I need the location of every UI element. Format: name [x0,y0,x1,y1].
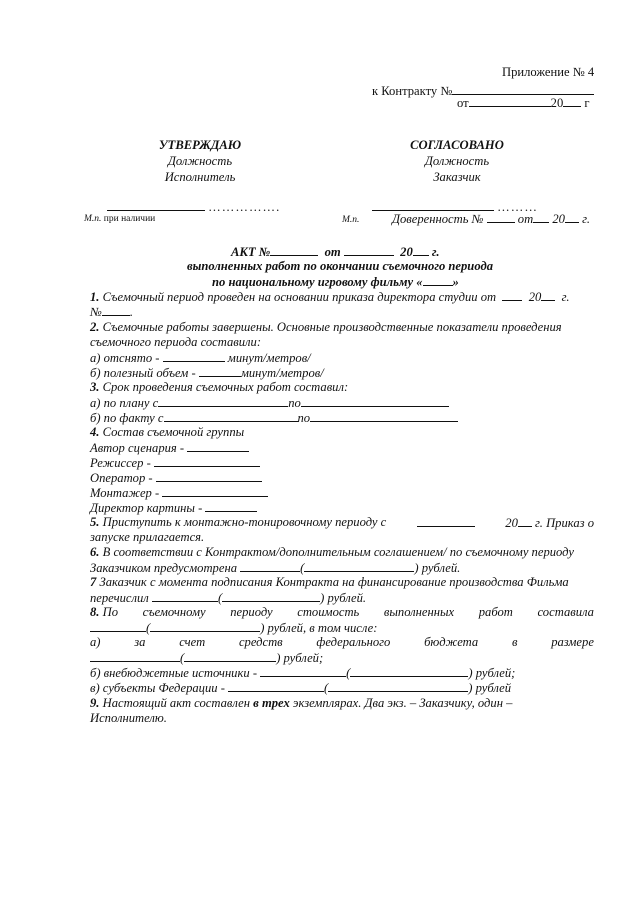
item-9-number: 9. [90,696,100,710]
item-6-line-2 [90,560,460,576]
item-8a-word-6: в [511,635,518,649]
item-3b-to-field [310,410,458,422]
item-1-date-field [502,289,522,301]
item-6-suffix: ) рублей. [414,561,461,575]
item-7-open: ( [217,591,223,605]
approve-signature-field [107,199,205,211]
item-8b-amount-field [260,665,346,677]
item-9-text-a: Настоящий акт составлен [102,696,251,710]
approve-position: Должность [167,154,233,168]
item-4-line [90,425,244,440]
item-8-word-4: выполненных [383,605,455,619]
item-8b-prefix: б) внебюджетные источники - [90,666,258,680]
approve-title: УТВЕРЖДАЮ [158,138,242,152]
act-year-field [413,244,429,256]
item-9-line-2: Исполнителю. [90,711,167,725]
item-2-line-1 [90,320,562,335]
approve-name-dots: ……………. [208,200,281,214]
item-4-director-field [154,455,260,467]
item-8-number: 8. [90,605,100,619]
item-3b-mid: по [297,411,311,425]
act-subtitle-1: выполненных работ по окончании съемочного периода [186,259,493,273]
item-8-word-0: По [102,605,119,619]
item-3a-line [90,395,449,411]
power-of-attorney-year-field [565,211,579,223]
item-7-suffix: ) рублей. [320,591,367,605]
contract-number-field [452,83,594,95]
act-title-label: АКТ № [231,245,271,259]
item-8c-suffix: ) рублей [468,681,512,695]
power-of-attorney-line [392,211,590,227]
item-8-open: ( [146,621,151,635]
approve-seal-note: при наличии [103,214,156,224]
item-2a-prefix: а) отснято - [90,351,160,365]
item-3b-line [90,410,458,426]
item-8a-line-1 [90,635,594,650]
item-4-manager-line [90,500,257,516]
act-number-field [270,244,318,256]
item-1-no: № [90,305,102,319]
agree-signature-field [372,199,494,211]
item-8b-suffix: ) рублей; [468,666,516,680]
item-4-number: 4. [90,425,100,439]
item-8b-open: ( [346,666,351,680]
act-title [231,244,440,260]
item-8c-amount-field [228,680,324,692]
item-8-amount-field [90,620,146,632]
act-title-ot: от [324,245,341,259]
item-8-word-6: составила [537,605,594,619]
power-of-attorney-ot: от [517,212,534,226]
item-8-line-1 [90,605,594,620]
item-3b-from-field [164,410,298,422]
item-2b-field [199,365,241,377]
item-8a-word-7: размере [551,635,594,649]
item-8a-word-5: бюджета [424,635,479,649]
item-5-year: 20 [505,516,518,530]
item-4-editor-field [162,485,268,497]
item-3-text: Срок проведения съемочных работ составил: [102,380,349,394]
item-1-text: Съемочный период проведен на основании приказа директора студии от [102,290,497,304]
item-8-line-2 [90,620,377,636]
item-8-words-field [150,620,260,632]
item-4-manager-field [205,500,257,512]
contract-date-field [469,95,551,107]
item-5-year-wrap [505,515,594,531]
item-6-words-field [304,560,414,572]
item-6-open: ( [300,561,305,575]
item-7-number: 7 [90,575,97,589]
item-6-amount-field [240,560,300,572]
item-5-date-field [417,515,475,527]
item-1-line-2: № . [90,305,134,319]
item-4-director-line [90,455,260,471]
item-1-year-field [541,289,555,301]
item-2a-field [163,350,225,362]
item-8a-words-field [184,650,276,662]
item-4-operator: Оператор - [90,471,153,485]
act-subtitle-2-suffix: » [452,275,459,289]
item-8a-word-4: федерального [316,635,391,649]
item-9-line-1 [90,696,512,711]
film-title-field [423,274,453,286]
item-6-prefix: Заказчиком предусмотрена [90,561,237,575]
act-subtitle-2 [212,274,459,290]
act-title-g: г. [431,245,440,259]
item-8-word-1: съемочному [142,605,206,619]
item-4-editor: Монтажер - [90,486,160,500]
item-8c-open: ( [324,681,329,695]
item-2-number: 2. [90,320,100,334]
item-3a-prefix: а) по плану с [90,396,159,410]
item-2b-suffix: минут/метров/ [240,366,324,380]
item-5-text: Приступить к монтажно-тонировочному периоду с [102,515,387,529]
power-of-attorney-day-field [533,211,549,223]
item-3-number: 3. [90,380,100,394]
power-of-attorney-number-field [487,211,515,223]
item-5-lead [90,515,386,531]
item-8c-prefix: в) субъекты Федерации - [90,681,225,695]
item-5-line-1 [90,515,594,531]
item-8-suffix: ) рублей, в том числе: [260,621,378,635]
approve-seal-label: М.п. [84,214,102,224]
item-3a-to-field [301,395,449,407]
item-7-text-1: Заказчик с момента подписания Контракта на финансирование производства Фильма [99,575,569,589]
item-9-bold: в трех [253,696,290,710]
item-3-line [90,380,348,395]
item-1-year: 20 [528,290,542,304]
item-8-word-3: стоимость [297,605,360,619]
item-2-text-1: Съемочные работы завершены. Основные производственные показатели проведения [102,320,562,334]
item-8a-line-2 [90,650,323,666]
item-8a-suffix: ) рублей; [276,651,324,665]
item-8-justified [90,605,594,620]
power-of-attorney-label: Доверенность № [392,212,484,226]
item-8-word-5: работ [478,605,513,619]
item-6-number: 6. [90,545,100,559]
contract-prefix: к Контракту № [372,84,453,98]
item-8a-justified [90,635,594,650]
item-3a-mid: по [288,396,301,410]
item-8c-words-field [328,680,468,692]
agree-seal: М.п. [342,215,360,225]
item-7-line-1 [90,575,569,590]
item-8c-line [90,680,511,696]
item-8a-word-1: за [134,635,146,649]
item-7-words-field [222,590,320,602]
item-1-order-field [102,304,130,316]
item-7-amount-field [152,590,218,602]
agree-position: Должность [424,154,490,168]
item-1-line-1 [90,289,569,305]
item-8a-word-0: а) [90,635,101,649]
contract-date-line [457,95,590,111]
item-5-justified [90,515,594,531]
agree-title: СОГЛАСОВАНО [410,138,504,152]
item-8b-line [90,665,515,681]
item-1-g: г. [561,290,570,304]
item-6-line-1 [90,545,574,560]
approve-role: Исполнитель [164,170,236,184]
item-2b-prefix: б) полезный объем - [90,366,196,380]
item-8a-word-2: счет [179,635,206,649]
contract-date-suffix: г [584,96,590,110]
item-8a-amount-field [90,650,180,662]
item-4-operator-line [90,470,262,486]
item-1-number: 1. [90,290,100,304]
act-title-year: 20 [400,245,413,259]
item-4-editor-line [90,485,268,501]
item-5-number: 5. [90,515,100,529]
item-6-text-1: В соответствии с Контрактом/дополнительным соглашением/ по съемочному периоду [102,545,574,559]
contract-year-field [563,95,581,107]
appendix-title: Приложение № 4 [502,65,595,79]
item-7-prefix: перечислил [90,591,149,605]
item-3a-from-field [158,395,288,407]
act-date-field [344,244,394,256]
item-2-line-2: съемочного периода составили: [90,335,262,349]
item-4-text: Состав съемочной группы [102,425,245,439]
item-4-author-field [187,440,249,452]
contract-date-year: 20 [550,96,564,110]
item-7-line-2 [90,590,366,606]
power-of-attorney-year: 20 [552,212,565,226]
item-3b-prefix: б) по факту с [90,411,164,425]
item-8-word-2: периоду [230,605,273,619]
power-of-attorney-g: г. [582,212,591,226]
item-2b-line [90,365,324,381]
item-8-lead [90,605,118,620]
act-subtitle-2-prefix: по национальному игровому фильму « [212,275,423,289]
agree-role: Заказчик [433,170,481,184]
item-5-suffix: г. Приказ о [535,516,594,530]
item-9-text-b: экземплярах. Два экз. – Заказчику, один – [292,696,513,710]
item-8a-word-3: средств [238,635,283,649]
item-4-operator-field [156,470,262,482]
approve-seal [84,212,155,227]
item-5-year-field [518,515,532,527]
item-8b-words-field [350,665,468,677]
item-4-author-line [90,440,249,456]
item-4-author: Автор сценария - [90,441,185,455]
item-4-manager: Директор картины - [90,501,203,515]
agree-name-dots: ……… [497,200,538,214]
item-5-line-2: запуске прилагается. [90,530,205,544]
item-2a-suffix: минут/метров/ [227,351,311,365]
item-4-director: Режиссер - [90,456,151,470]
item-2a-line [90,350,311,366]
item-8a-open: ( [180,651,185,665]
contract-date-prefix: от [457,96,469,110]
